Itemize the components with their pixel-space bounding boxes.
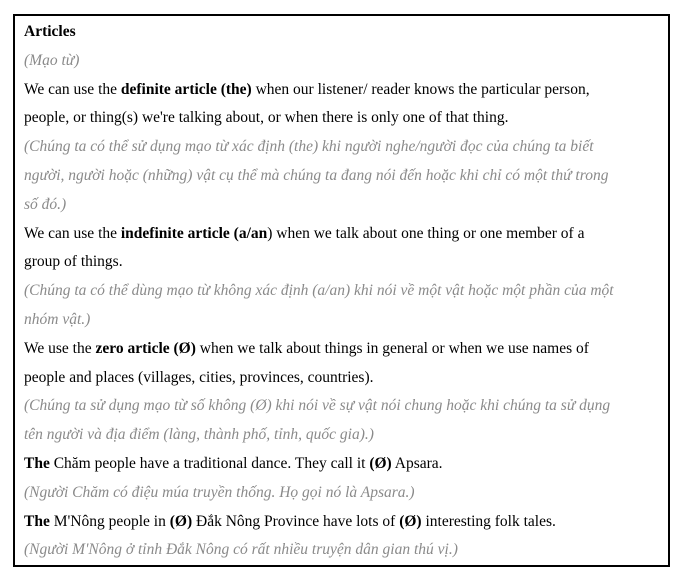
text-line [24, 277, 661, 306]
text-line [24, 220, 661, 249]
text-segment: M'Nông people in [49, 512, 170, 530]
translation-segment: nhóm vật.) [24, 310, 91, 328]
text-segment: Apsara. [391, 454, 443, 472]
text-segment: when our listener/ reader knows the particular person, [251, 80, 590, 98]
emphasis-segment: (Ø) [169, 512, 193, 530]
translation-segment: tên người và địa điểm (làng, thành phố, tỉnh, quốc gia).) [24, 426, 374, 444]
text-segment: We can use the [24, 80, 121, 98]
text-segment: ) when we talk about one thing or one member of a [267, 224, 585, 242]
text-line [24, 191, 661, 220]
text-segment: people, or thing(s) we're talking about, or when there is only one of that thing. [24, 109, 509, 127]
emphasis-segment: (Ø) [369, 454, 392, 472]
emphasis-segment: The [24, 512, 50, 530]
emphasis-segment: Articles [24, 23, 76, 40]
text-line [24, 364, 661, 393]
text-line [24, 479, 661, 508]
text-line [24, 450, 661, 479]
article-box [13, 14, 670, 567]
emphasis-segment: definite article (the) [120, 80, 252, 98]
text-segment: Chăm people have a traditional dance. They call it [49, 454, 370, 472]
text-segment: group of things. [24, 253, 123, 271]
text-line [24, 133, 661, 162]
text-segment: interesting folk tales. [421, 512, 556, 530]
text-line [24, 335, 661, 364]
emphasis-segment: (Ø) [399, 512, 422, 530]
text-line [24, 47, 661, 76]
text-line [24, 248, 661, 277]
translation-segment: (Người Chăm có điệu múa truyền thống. Họ gọi nó là Apsara.) [24, 483, 415, 501]
text-line [24, 306, 661, 335]
emphasis-segment: The [24, 454, 50, 472]
text-line [24, 104, 661, 133]
translation-segment: (Chúng ta có thể dùng mạo từ không xác định (a/an) khi nói về một vật hoặc một phần của một [24, 282, 614, 300]
text-line [24, 18, 661, 47]
translation-segment: (Mạo từ) [24, 51, 80, 69]
translation-segment: người, người hoặc (những) vật cụ thể mà chúng ta đang nói đến hoặc khi chỉ có một thứ trong [24, 166, 609, 184]
translation-segment: số đó.) [24, 195, 67, 213]
text-segment: We use the [24, 339, 96, 357]
text-line [24, 76, 661, 105]
text-segment: people and places (villages, cities, provinces, countries). [24, 368, 374, 386]
text-segment: We can use the [24, 224, 121, 242]
translation-segment: (Chúng ta sử dụng mạo từ số không (Ø) khi nói về sự vật nói chung hoặc khi chúng ta sử dụng [24, 397, 611, 415]
translation-segment: (Chúng ta có thể sử dụng mạo từ xác định (the) khi người nghe/người đọc của chúng ta biết [24, 138, 594, 156]
text-line [24, 508, 661, 537]
text-line [24, 421, 661, 450]
translation-segment: (Người M'Nông ở tỉnh Đắk Nông có rất nhiều truyện dân gian thú vị.) [24, 541, 458, 559]
text-segment: when we talk about things in general or when we use names of [195, 339, 589, 357]
text-line [24, 392, 661, 421]
text-line [24, 536, 661, 565]
emphasis-segment: zero article (Ø) [95, 339, 196, 357]
text-line [24, 162, 661, 191]
emphasis-segment: indefinite article (a/an [120, 224, 268, 242]
text-segment: Đắk Nông Province have lots of [192, 512, 400, 530]
